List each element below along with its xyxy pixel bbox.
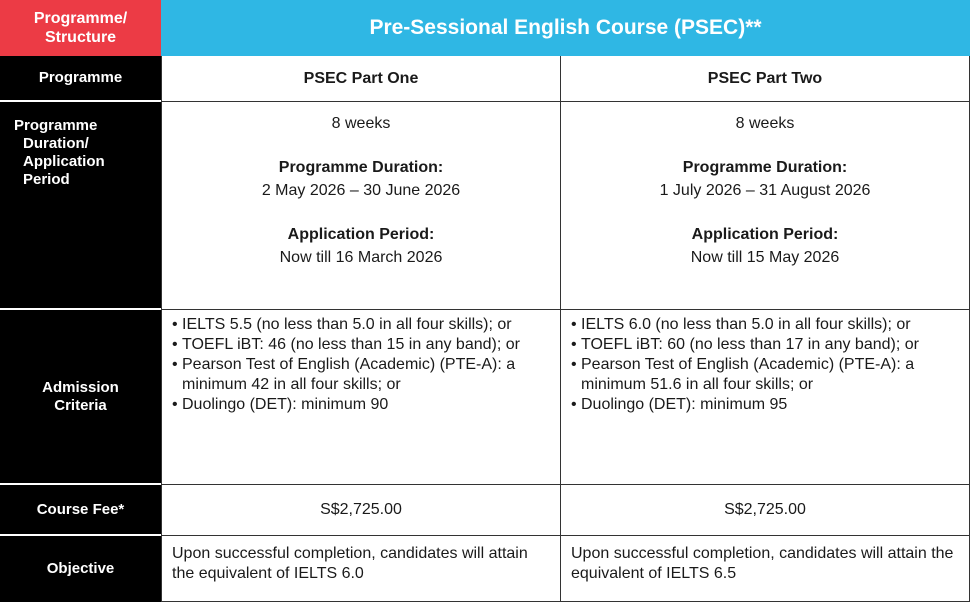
structure-header-cell bbox=[0, 0, 161, 56]
part-two-name-cell bbox=[561, 56, 970, 102]
part-one-criteria-pte: • Pearson Test of English (Academic) (PTE-A): a minimum 42 in all four skills; or bbox=[172, 355, 552, 395]
fee-label-cell bbox=[0, 485, 161, 536]
part-two-criteria-ielts: • IELTS 6.0 (no less than 5.0 in all four skills); or bbox=[571, 315, 961, 335]
part-two-criteria-toefl: • TOEFL iBT: 60 (no less than 17 in any band); or bbox=[571, 335, 961, 355]
part-one-application-period: Now till 16 March 2026 bbox=[279, 249, 443, 266]
part-two-fee: S$2,725.00 bbox=[724, 501, 806, 518]
part-one-duration-heading: Programme Duration: bbox=[278, 159, 444, 176]
duration-label-line1: Programme bbox=[14, 117, 98, 134]
part-one-criteria-toefl: • TOEFL iBT: 46 (no less than 15 in any band); or bbox=[172, 335, 552, 355]
duration-label-cell bbox=[0, 102, 161, 310]
objective-label-cell bbox=[0, 536, 161, 602]
part-one-criteria-list bbox=[172, 315, 552, 415]
part-one-application-heading: Application Period: bbox=[287, 226, 435, 243]
duration-label-line4: Period bbox=[23, 171, 70, 188]
programme-label: Programme bbox=[38, 69, 123, 86]
objective-label: Objective bbox=[46, 560, 115, 577]
part-one-criteria-cell bbox=[161, 310, 561, 485]
admission-label-line2: Criteria bbox=[54, 396, 107, 414]
part-two-criteria-duolingo: • Duolingo (DET): minimum 95 bbox=[571, 395, 961, 415]
course-title-banner bbox=[161, 0, 970, 56]
part-one-objective-cell bbox=[161, 536, 561, 602]
part-one-duration-dates: 2 May 2026 – 30 June 2026 bbox=[261, 182, 461, 199]
part-two-fee-cell bbox=[561, 485, 970, 536]
part-one-name: PSEC Part One bbox=[303, 69, 419, 87]
admission-label-line1: Admission bbox=[42, 378, 119, 396]
part-one-fee: S$2,725.00 bbox=[320, 501, 402, 518]
part-one-duration-cell bbox=[161, 102, 561, 310]
part-two-criteria-pte: • Pearson Test of English (Academic) (PTE-A): a minimum 51.6 in all four skills; or bbox=[571, 355, 961, 395]
structure-header-line1: Programme/ bbox=[33, 10, 128, 27]
part-two-duration-cell bbox=[561, 102, 970, 310]
part-two-duration-heading: Programme Duration: bbox=[682, 159, 848, 176]
course-title: Pre-Sessional English Course (PSEC)** bbox=[369, 16, 762, 39]
part-two-application-heading: Application Period: bbox=[691, 226, 839, 243]
part-two-application-period: Now till 15 May 2026 bbox=[690, 249, 840, 266]
part-two-weeks: 8 weeks bbox=[735, 115, 795, 132]
part-two-duration-dates: 1 July 2026 – 31 August 2026 bbox=[659, 182, 871, 199]
part-one-fee-cell bbox=[161, 485, 561, 536]
structure-header-line2: Structure bbox=[44, 29, 117, 46]
part-one-criteria-duolingo: • Duolingo (DET): minimum 90 bbox=[172, 395, 552, 415]
part-two-criteria-cell bbox=[561, 310, 970, 485]
duration-label-line3: Application bbox=[23, 153, 105, 170]
part-one-weeks: 8 weeks bbox=[331, 115, 391, 132]
part-two-objective-cell bbox=[561, 536, 970, 602]
part-one-name-cell bbox=[161, 56, 561, 102]
part-two-criteria-list bbox=[571, 315, 961, 415]
admission-label-cell bbox=[0, 310, 161, 485]
part-one-criteria-ielts: • IELTS 5.5 (no less than 5.0 in all four skills); or bbox=[172, 315, 552, 335]
duration-label-line2: Duration/ bbox=[23, 135, 89, 152]
part-one-objective: Upon successful completion, candidates will attain the equivalent of IELTS 6.0 bbox=[172, 545, 528, 582]
programme-label-cell bbox=[0, 56, 161, 102]
part-two-name: PSEC Part Two bbox=[707, 69, 823, 87]
part-two-objective: Upon successful completion, candidates will attain the equivalent of IELTS 6.5 bbox=[571, 545, 954, 582]
fee-label: Course Fee* bbox=[36, 500, 125, 518]
